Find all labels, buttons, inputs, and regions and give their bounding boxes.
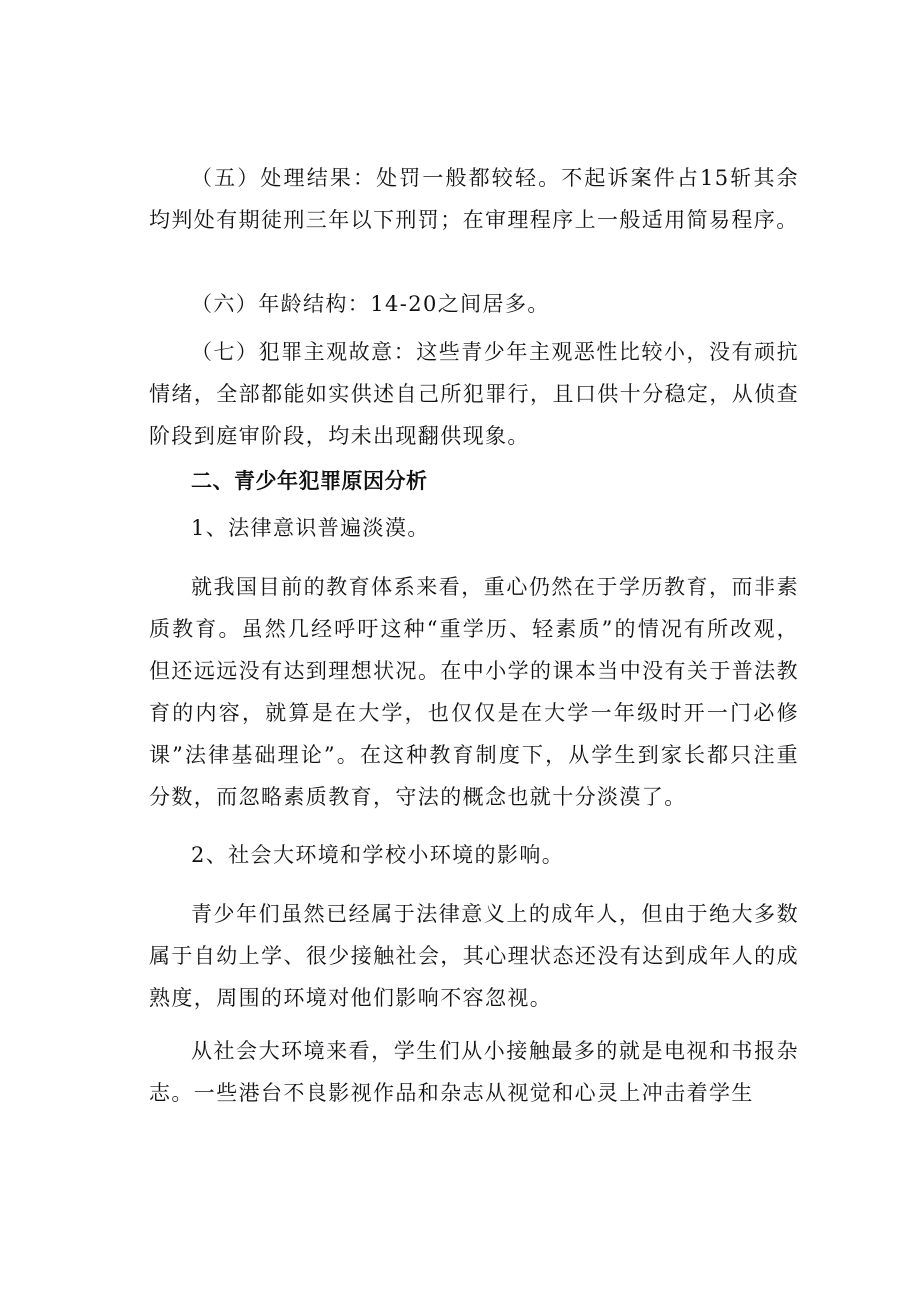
subheading-one-block [149, 507, 799, 549]
section-heading-block [149, 460, 799, 502]
paragraph-media-block [149, 1030, 799, 1114]
section-heading: 二、青少年犯罪原因分析 [191, 469, 428, 493]
paragraph-media-influence: 从社会大环境来看，学生们从小接触最多的就是电视和书报杂志。一些港台不良影视作品和杂志从视觉和心灵上冲击着学生 [149, 1039, 799, 1105]
paragraph-six [149, 283, 799, 325]
paragraph-education-block [149, 566, 799, 818]
paragraph-youth-maturity: 青少年们虽然已经属于法律意义上的成年人，但由于绝大多数属于自幼上学、很少接触社会，其心理状态还没有达到成年人的成熟度，周围的环境对他们影响不容忽视。 [149, 902, 799, 1010]
paragraph-seven [149, 331, 799, 457]
subheading-legal-awareness: 1、法律意识普遍淡漠。 [191, 516, 430, 540]
paragraph-age-structure: （六）年龄结构：14-20之间居多。 [191, 292, 550, 316]
paragraph-five [149, 157, 799, 241]
paragraph-youth-block [149, 893, 799, 1019]
subheading-environment: 2、社会大环境和学校小环境的影响。 [191, 843, 565, 867]
paragraph-subjective-intent: （七）犯罪主观故意：这些青少年主观恶性比较小，没有顽抗情绪，全部都能如实供述自己所犯罪行，且口供十分稳定，从侦查阶段到庭审阶段，均未出现翻供现象。 [149, 340, 799, 448]
subheading-two-block [149, 834, 799, 876]
paragraph-education-system: 就我国目前的教育体系来看，重心仍然在于学历教育，而非素质教育。虽然几经呼吁这种“重学历、轻素质”的情况有所改观，但还远远没有达到理想状况。在中小学的课本当中没有关于普法教育的内容，就算是在大学，也仅仅是在大学一年级时开一门必修课”法律基础理论”。在这种教育制度下，从学生到家长都只注重分数，而忽略素质教育，守法的概念也就十分淡漠了。 [149, 575, 799, 809]
paragraph-processing-result: （五）处理结果：处罚一般都较轻。不起诉案件占15斩其余均判处有期徒刑三年以下刑罚；在审理程序上一般适用简易程序。 [149, 166, 799, 232]
